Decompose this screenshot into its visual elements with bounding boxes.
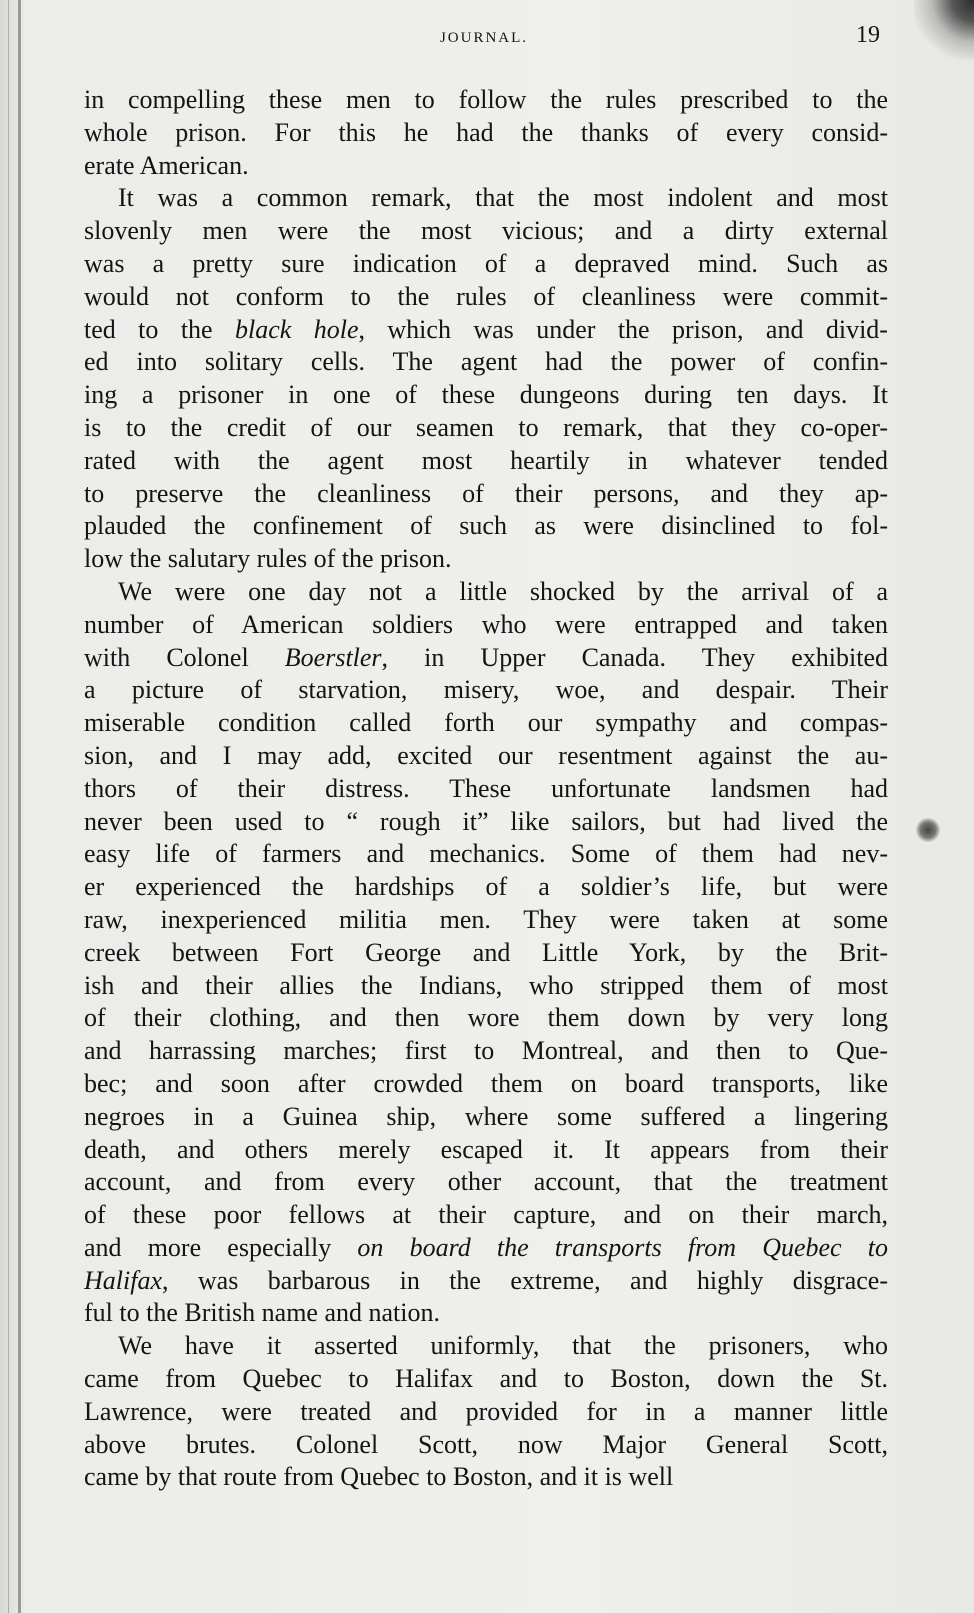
text-line: rated with the agent most heartily in whatever tended <box>84 445 888 475</box>
text-line: miserable condition called forth our sympathy and compas- <box>84 708 888 738</box>
text-line: death, and others merely escaped it. It appears from their <box>84 1134 888 1164</box>
text-line: to preserve the cleanliness of their persons, and they ap- <box>84 478 888 508</box>
text-line: We were one day not a little shocked by the arrival of a <box>118 576 888 606</box>
text-line: and harrassing marches; first to Montreal, and then to Que- <box>84 1036 888 1066</box>
page-number: 19 <box>856 22 880 48</box>
text-line: creek between Fort George and Little York, by the Brit- <box>84 937 888 967</box>
paragraph <box>84 1330 888 1494</box>
text-line: a picture of starvation, misery, woe, and despair. Their <box>84 675 888 705</box>
text-line: of their clothing, and then wore them down by very long <box>84 1003 888 1033</box>
text-line: was a pretty sure indication of a depraved mind. Such as <box>84 248 888 278</box>
text-line: is to the credit of our seamen to remark, that they co-oper- <box>84 412 888 442</box>
body-text <box>84 84 888 1494</box>
text-line: Lawrence, were treated and provided for in a manner little <box>84 1396 888 1426</box>
text-line: of these poor fellows at their capture, and on their march, <box>84 1200 888 1230</box>
page-header <box>84 22 884 56</box>
page-edge-line <box>8 0 9 1613</box>
text-line: ed into solitary cells. The agent had the power of confin- <box>84 347 888 377</box>
text-line: ing a prisoner in one of these dungeons during ten days. It <box>84 380 888 410</box>
paragraph <box>84 84 888 182</box>
corner-smudge <box>914 0 974 60</box>
text-line: raw, inexperienced militia men. They were taken at some <box>84 904 888 934</box>
text-line: negroes in a Guinea ship, where some suffered a lingering <box>84 1101 888 1131</box>
text-line: and more especially on board the transports from Quebec to <box>84 1232 888 1262</box>
text-line: whole prison. For this he had the thanks of every consid- <box>84 117 888 147</box>
text-line: We have it asserted uniformly, that the prisoners, who <box>118 1331 888 1361</box>
text-line: bec; and soon after crowded them on board transports, like <box>84 1068 888 1098</box>
text-line: slovenly men were the most vicious; and a dirty external <box>84 216 888 246</box>
text-line: in compelling these men to follow the rules prescribed to the <box>84 85 888 114</box>
text-line: ful to the British name and nation. <box>84 1298 440 1328</box>
text-line: came from Quebec to Halifax and to Boston, down the St. <box>84 1364 888 1394</box>
text-line: number of American soldiers who were entrapped and taken <box>84 609 888 639</box>
text-line: It was a common remark, that the most indolent and most <box>118 183 888 213</box>
text-line: account, and from every other account, that the treatment <box>84 1167 888 1197</box>
text-line: plauded the confinement of such as were disinclined to fol- <box>84 511 888 541</box>
text-line: came by that route from Quebec to Boston, and it is well <box>84 1462 674 1492</box>
binding-shadow <box>18 0 21 1613</box>
paragraph <box>84 576 888 1330</box>
text-line: never been used to “ rough it” like sailors, but had lived the <box>84 806 888 836</box>
ink-spot <box>916 818 940 842</box>
text-line: Halifax, was barbarous in the extreme, and highly disgrace- <box>84 1265 888 1295</box>
text-line: above brutes. Colonel Scott, now Major General Scott, <box>84 1429 888 1459</box>
running-head: JOURNAL. <box>439 30 529 46</box>
text-line: ted to the black hole, which was under the prison, and divid- <box>84 314 888 344</box>
text-line: low the salutary rules of the prison. <box>84 544 452 574</box>
text-line: easy life of farmers and mechanics. Some of them had nev- <box>84 839 888 869</box>
text-line: sion, and I may add, excited our resentment against the au- <box>84 740 888 770</box>
text-line: er experienced the hardships of a soldier’s life, but were <box>84 872 888 902</box>
text-line: ish and their allies the Indians, who stripped them of most <box>84 970 888 1000</box>
text-line: would not conform to the rules of cleanliness were commit- <box>84 281 888 311</box>
text-line: erate American. <box>84 150 249 180</box>
paragraph <box>84 182 888 576</box>
text-line: thors of their distress. These unfortunate landsmen had <box>84 773 888 803</box>
text-line: with Colonel Boerstler, in Upper Canada. They exhibited <box>84 642 888 672</box>
